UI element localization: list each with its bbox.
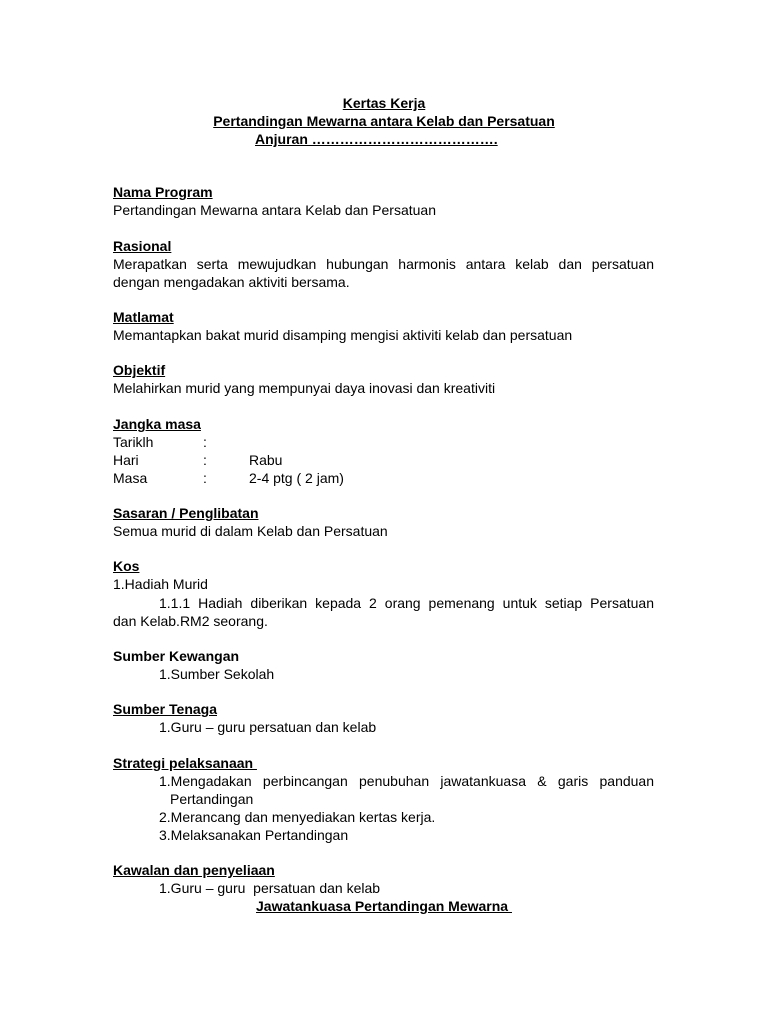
heading-sumber-tenaga: Sumber Tenaga	[113, 701, 217, 717]
text-strategi-item1-line1: 1.Mengadakan perbincangan penubuhan jawatankuasa & garis panduan	[159, 773, 654, 789]
footer-title: Jawatankuasa Pertandingan Mewarna	[256, 898, 512, 914]
text-strategi-item1-line2: Pertandingan	[170, 791, 254, 807]
jangka-row-value: 2-4 ptg ( 2 jam)	[249, 470, 344, 486]
heading-nama-program: Nama Program	[113, 184, 213, 200]
heading-objektif: Objektif	[113, 362, 166, 378]
text-sasaran: Semua murid di dalam Kelab dan Persatuan	[113, 523, 388, 539]
heading-strategi: Strategi pelaksanaan	[113, 755, 257, 771]
heading-sumber-kewangan: Sumber Kewangan	[113, 648, 240, 664]
text-matlamat: Memantapkan bakat murid disamping mengisi aktiviti kelab dan persatuan	[113, 327, 573, 343]
text-strategi-item3: 3.Melaksanakan Pertandingan	[159, 827, 349, 843]
jangka-row-label: Masa	[113, 470, 148, 486]
doc-anjuran: Anjuran ………………………………….	[255, 131, 498, 147]
text-sumber-tenaga: 1.Guru – guru persatuan dan kelab	[159, 719, 377, 735]
text-kawalan: 1.Guru – guru persatuan dan kelab	[159, 880, 381, 896]
heading-kos: Kos	[113, 558, 140, 574]
text-kos-sub-line2: dan Kelab.RM2 seorang.	[113, 613, 268, 629]
text-rasional-line2: dengan mengadakan aktiviti bersama.	[113, 274, 350, 290]
text-kos-sub-line1: 1.1.1 Hadiah diberikan kepada 2 orang pemenang untuk setiap Persatuan	[159, 595, 654, 611]
heading-jangka-masa: Jangka masa	[113, 416, 201, 432]
text-objektif: Melahirkan murid yang mempunyai daya inovasi dan kreativiti	[113, 380, 496, 396]
text-kos-item: 1.Hadiah Murid	[113, 576, 208, 592]
heading-rasional: Rasional	[113, 238, 172, 254]
jangka-row-sep: :	[203, 452, 207, 468]
heading-sasaran: Sasaran / Penglibatan	[113, 505, 259, 521]
text-nama-program: Pertandingan Mewarna antara Kelab dan Persatuan	[113, 202, 436, 218]
jangka-row-label: Tariklh	[113, 434, 154, 450]
text-rasional-line1: Merapatkan serta mewujudkan hubungan harmonis antara kelab dan persatuan	[113, 256, 654, 272]
text-sumber-kewangan: 1.Sumber Sekolah	[159, 666, 275, 682]
heading-matlamat: Matlamat	[113, 309, 174, 325]
heading-kawalan: Kawalan dan penyeliaan	[113, 862, 275, 878]
jangka-row-value: Rabu	[249, 452, 283, 468]
doc-subtitle: Pertandingan Mewarna antara Kelab dan Persatuan	[213, 113, 555, 129]
doc-title: Kertas Kerja	[342, 95, 426, 111]
jangka-row-label: Hari	[113, 452, 139, 468]
text-strategi-item2: 2.Merancang dan menyediakan kertas kerja.	[159, 809, 436, 825]
jangka-row-sep: :	[203, 470, 207, 486]
jangka-row-sep: :	[203, 434, 207, 450]
